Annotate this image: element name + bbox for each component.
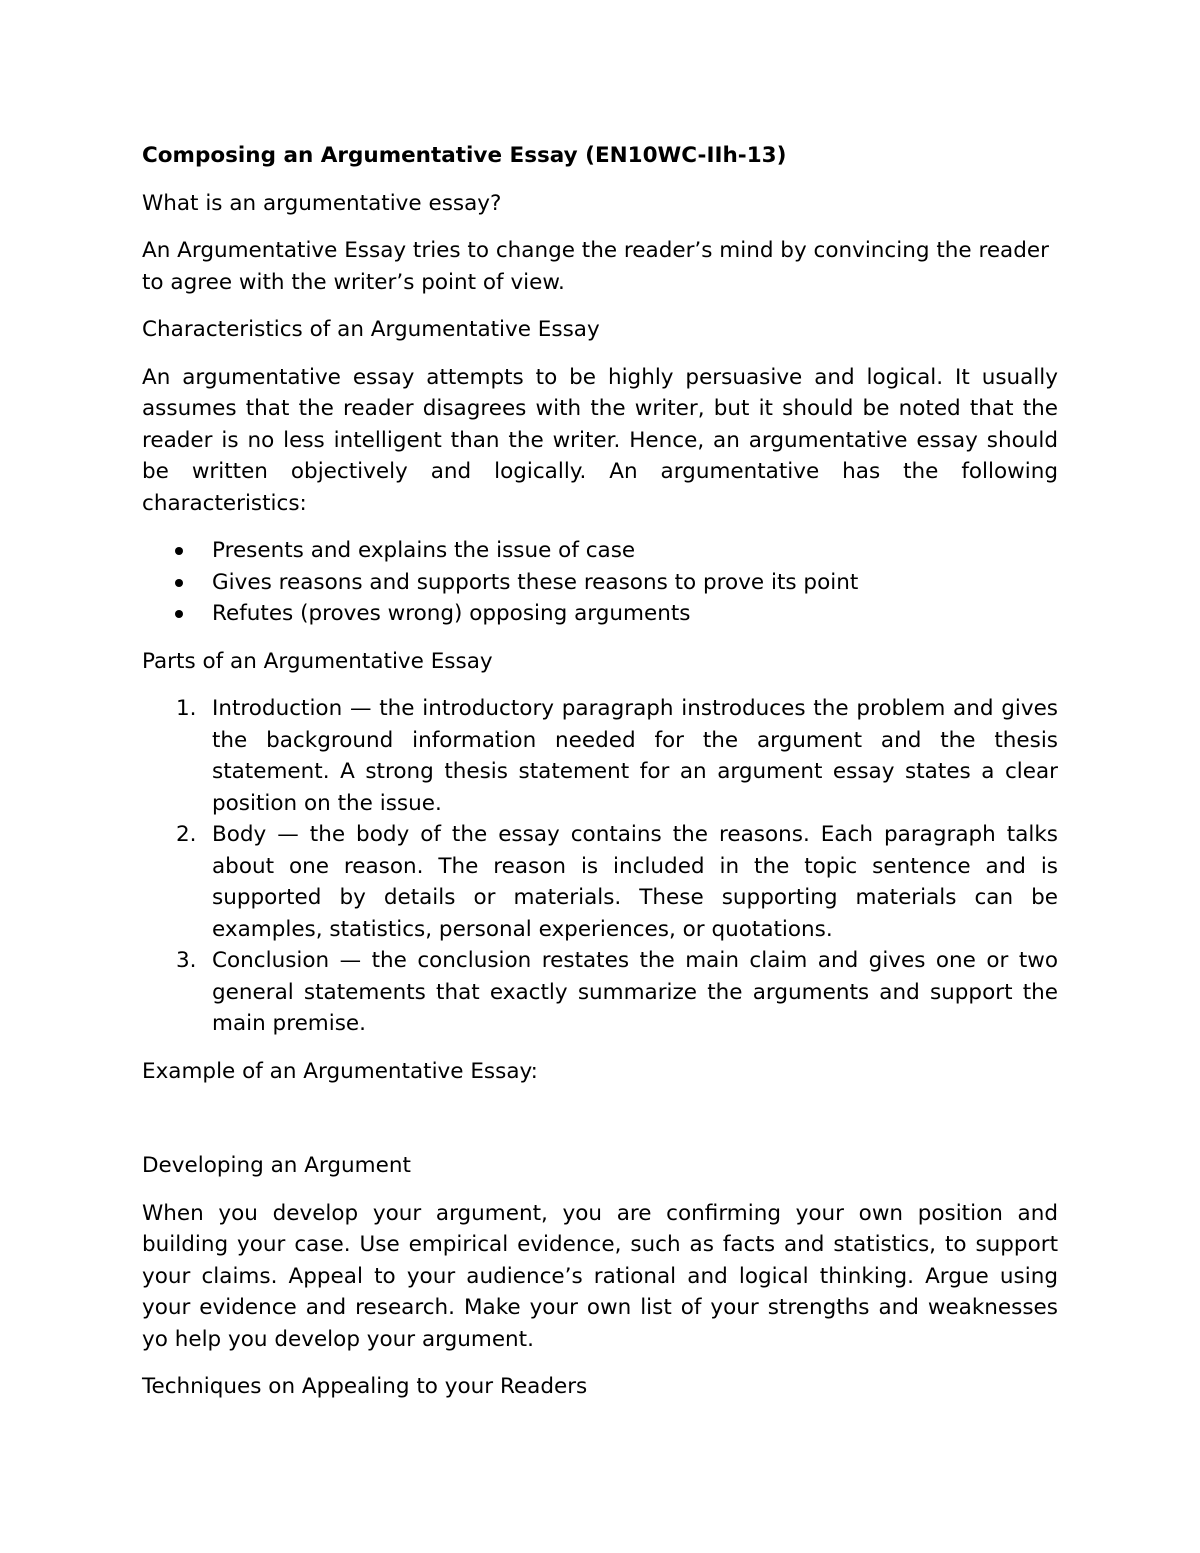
bullet-icon bbox=[175, 547, 183, 555]
list-item bbox=[142, 535, 1058, 567]
blank-line bbox=[142, 1103, 1058, 1150]
list-number: 1. bbox=[176, 696, 197, 721]
list-item bbox=[142, 598, 1058, 630]
example-heading: Example of an Argumentative Essay: bbox=[142, 1058, 538, 1084]
list-item bbox=[142, 945, 1058, 1040]
list-number: 2. bbox=[176, 822, 197, 847]
list-number: 3. bbox=[176, 948, 197, 973]
parts-heading: Parts of an Argumentative Essay bbox=[142, 648, 493, 674]
list-item-text: Presents and explains the issue of case bbox=[212, 538, 636, 563]
developing-heading: Developing an Argument bbox=[142, 1153, 411, 1178]
bullet-icon bbox=[175, 610, 183, 618]
question-heading: What is an argumentative essay? bbox=[142, 190, 502, 216]
definition-paragraph: An Argumentative Essay tries to change the reader’s mind by convincing the reader to agree with the writer’s point of view. bbox=[142, 238, 1049, 295]
list-item bbox=[142, 819, 1058, 945]
list-item bbox=[142, 693, 1058, 819]
list-item-text: Body — the body of the essay contains the reasons. Each paragraph talks about one reason. The reason is included in the topic sentence and is supported by details or materials. These supporting materials can be examples, statistics, personal experiences, or quotations. bbox=[212, 822, 1058, 942]
list-item-text: Introduction — the introductory paragraph instroduces the problem and gives the background information needed for the argument and the thesis statement. A strong thesis statement for an argument essay states a clear position on the issue. bbox=[212, 696, 1058, 816]
bullet-icon bbox=[175, 579, 183, 587]
techniques-heading: Techniques on Appealing to your Readers bbox=[142, 1374, 588, 1399]
characteristics-list bbox=[142, 535, 1058, 630]
list-item-text: Gives reasons and supports these reasons to prove its point bbox=[212, 569, 859, 595]
parts-list bbox=[142, 693, 1058, 1040]
list-item bbox=[142, 567, 1058, 599]
document-page bbox=[142, 140, 1058, 1419]
developing-paragraph: When you develop your argument, you are confirming your own position and building your case. Use empirical evidence, such as facts and statistics, to support your claims. Appeal to your audience’s rational and logical thinking. Argue using your evidence and research. Make your own list of your strengths and weaknesses yo help you develop your argument. bbox=[142, 1200, 1058, 1352]
list-item-text: Conclusion — the conclusion restates the main claim and gives one or two general statements that exactly summarize the arguments and support the main premise. bbox=[212, 948, 1058, 1036]
characteristics-heading: Characteristics of an Argumentative Essay bbox=[142, 317, 600, 342]
document-title: Composing an Argumentative Essay (EN10WC-IIh-13) bbox=[142, 143, 787, 168]
list-item-text: Refutes (proves wrong) opposing arguments bbox=[212, 601, 691, 626]
characteristics-paragraph: An argumentative essay attempts to be highly persuasive and logical. It usually assumes that the reader disagrees with the writer, but it should be noted that the reader is no less intelligent than the writer. Hence, an argumentative essay should be written objectively and logically. An argumentative has the following characteristics: bbox=[142, 364, 1058, 516]
